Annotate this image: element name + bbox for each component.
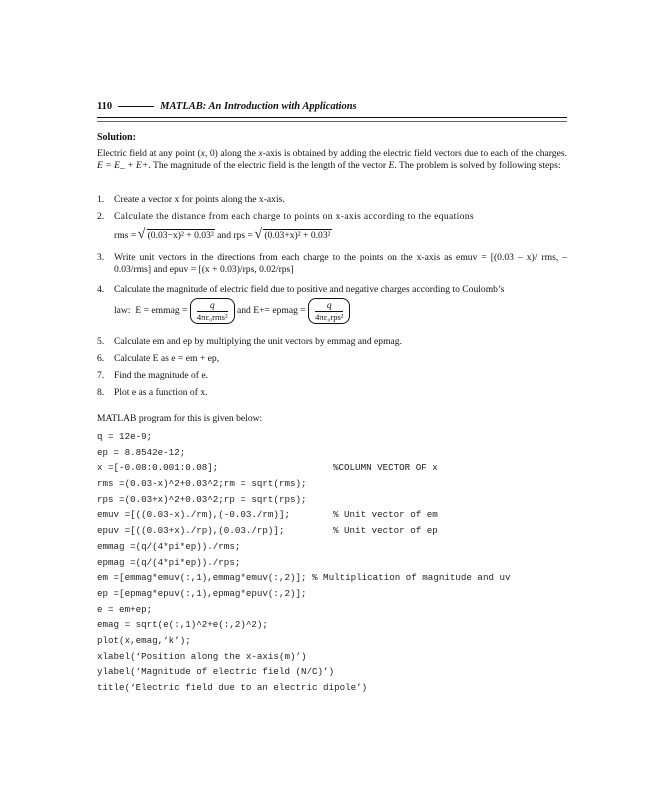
page-number: 110 bbox=[97, 101, 113, 112]
code-text: plot(x,emag,‘k’); bbox=[97, 634, 191, 646]
code-text: em =[emmag*emuv(:,1),emmag*emuv(:,2)]; % Multiplication of magnitude and uv bbox=[97, 572, 511, 584]
emmag-fraction bbox=[190, 298, 235, 324]
code-line bbox=[97, 602, 567, 618]
intro-var-x2: x bbox=[258, 148, 263, 159]
header-rule-shadow bbox=[97, 121, 567, 122]
intro-var-x1: x bbox=[200, 148, 205, 159]
intro-text-5: . The problem is solved by following steps: bbox=[394, 159, 561, 171]
code-line bbox=[97, 649, 567, 665]
epmag-numerator: q bbox=[315, 300, 343, 312]
program-intro: MATLAB program for this is given below: bbox=[97, 413, 263, 424]
header-dash bbox=[118, 106, 154, 107]
code-text: ep =[epmag*epuv(:,1),epmag*epuv(:,2)]; bbox=[97, 587, 307, 599]
code-text: rps =(0.03+x)^2+0.03^2;rp = sqrt(rps); bbox=[97, 493, 307, 505]
code-line bbox=[97, 460, 567, 476]
code-line bbox=[97, 570, 567, 586]
distance-equations bbox=[114, 230, 332, 241]
emmag-label: E = emmag = bbox=[135, 305, 188, 317]
code-text: rms =(0.03-x)^2+0.03^2;rm = sqrt(rms); bbox=[97, 478, 307, 490]
epmag-denominator: 4πε₀rps² bbox=[315, 312, 344, 322]
code-text: epuv =[((0.03+x)./rp),(0.03./rp)]; bbox=[97, 525, 285, 537]
book-title: MATLAB: An Introduction with Applications bbox=[160, 101, 357, 112]
matlab-code-block bbox=[97, 429, 567, 696]
law-label: law: bbox=[114, 305, 131, 317]
code-text: emuv =[((0.03-x)./rm),(-0.03./rm)]; bbox=[97, 509, 290, 521]
intro-text-2: , 0) along the bbox=[204, 148, 259, 159]
code-line bbox=[97, 539, 567, 555]
intro-var-E: E bbox=[388, 159, 395, 171]
code-text: e = em+ep; bbox=[97, 603, 153, 615]
code-text: epmag =(q/(4*pi*ep))./rps; bbox=[97, 556, 241, 568]
code-line bbox=[97, 633, 567, 649]
code-text: x =[-0.08:0.001:0.08]; bbox=[97, 462, 219, 474]
code-text: xlabel(‘Position along the x-axis(m)’) bbox=[97, 650, 307, 662]
step-text: Write unit vectors in the directions from each charge to the points on the x-axis as emuv = [(0.03 – x)/ rms, – 0.03/rms] and epuv = [(x + 0.03)/rps, 0.02/rps] bbox=[114, 252, 567, 275]
step-number: 2. bbox=[97, 211, 105, 222]
code-comment: % Unit vector of ep bbox=[333, 525, 438, 537]
code-text: q = 12e-9; bbox=[97, 431, 153, 442]
step-number: 5. bbox=[97, 336, 105, 347]
step-text: Find the magnitude of e. bbox=[114, 370, 209, 381]
step-number: 8. bbox=[97, 387, 105, 398]
epmag-label: and E+= epmag = bbox=[236, 305, 306, 317]
code-line bbox=[97, 586, 567, 602]
code-line bbox=[97, 664, 567, 680]
code-line bbox=[97, 680, 567, 696]
coulomb-equations bbox=[114, 298, 350, 324]
code-comment: % Unit vector of em bbox=[333, 509, 438, 521]
intro-text-3: -axis is obtained by adding the electric field vectors due to each of the charges. bbox=[262, 148, 567, 159]
intro-equation: E = E_ + E+ bbox=[97, 159, 149, 171]
code-text: ep = 8.8542e-12; bbox=[97, 446, 186, 458]
step-3 bbox=[97, 252, 567, 276]
step-text: Calculate the magnitude of electric field due to positive and negative charges according to Coulomb’s bbox=[114, 284, 505, 295]
rms-sqrt bbox=[139, 230, 215, 241]
code-text: ylabel(‘Magnitude of electric field (N/C)’) bbox=[97, 666, 335, 678]
step-text: Calculate E as e = em + ep, bbox=[114, 353, 220, 364]
rms-expression: (0.03−x)² + 0.03² bbox=[147, 230, 214, 241]
step-text: Calculate em and ep by multiplying the unit vectors by emmag and epmag. bbox=[114, 336, 403, 347]
step-number: 1. bbox=[97, 194, 105, 205]
emmag-numerator: q bbox=[197, 300, 228, 312]
step-number: 4. bbox=[97, 284, 105, 295]
step-number: 7. bbox=[97, 370, 105, 381]
step-number: 6. bbox=[97, 353, 105, 364]
step-text: Plot e as a function of x. bbox=[114, 387, 208, 398]
code-comment: %COLUMN VECTOR OF x bbox=[333, 462, 438, 474]
code-line bbox=[97, 507, 567, 523]
code-line bbox=[97, 445, 567, 461]
intro-text-1: Electric field at any point ( bbox=[97, 148, 201, 159]
rms-label: rms = bbox=[114, 230, 137, 241]
epmag-fraction bbox=[308, 298, 350, 324]
code-line bbox=[97, 523, 567, 539]
intro-paragraph bbox=[97, 148, 567, 171]
code-line bbox=[97, 555, 567, 571]
code-line bbox=[97, 492, 567, 508]
code-line bbox=[97, 429, 567, 445]
header-rule bbox=[97, 117, 567, 118]
step-text: Calculate the distance from each charge to points on x-axis according to the equations bbox=[114, 211, 474, 222]
rps-expression: (0.03+x)² + 0.03² bbox=[264, 230, 331, 241]
step-text: Create a vector x for points along the x-axis. bbox=[114, 194, 285, 205]
rps-sqrt bbox=[255, 230, 331, 241]
solution-heading: Solution: bbox=[97, 132, 136, 143]
running-header bbox=[97, 101, 567, 112]
emmag-denominator: 4πε₀rms² bbox=[196, 312, 228, 322]
step-number: 3. bbox=[97, 252, 105, 263]
code-line bbox=[97, 476, 567, 492]
code-text: title(‘Electric field due to an electric dipole’) bbox=[97, 682, 368, 693]
intro-text-4: . The magnitude of the electric field is the length of the vector bbox=[148, 159, 389, 171]
code-line bbox=[97, 617, 567, 633]
rps-label: and rps = bbox=[217, 230, 253, 241]
code-text: emmag =(q/(4*pi*ep))./rms; bbox=[97, 540, 241, 552]
code-text: emag = sqrt(e(:,1)^2+e(:,2)^2); bbox=[97, 619, 268, 631]
